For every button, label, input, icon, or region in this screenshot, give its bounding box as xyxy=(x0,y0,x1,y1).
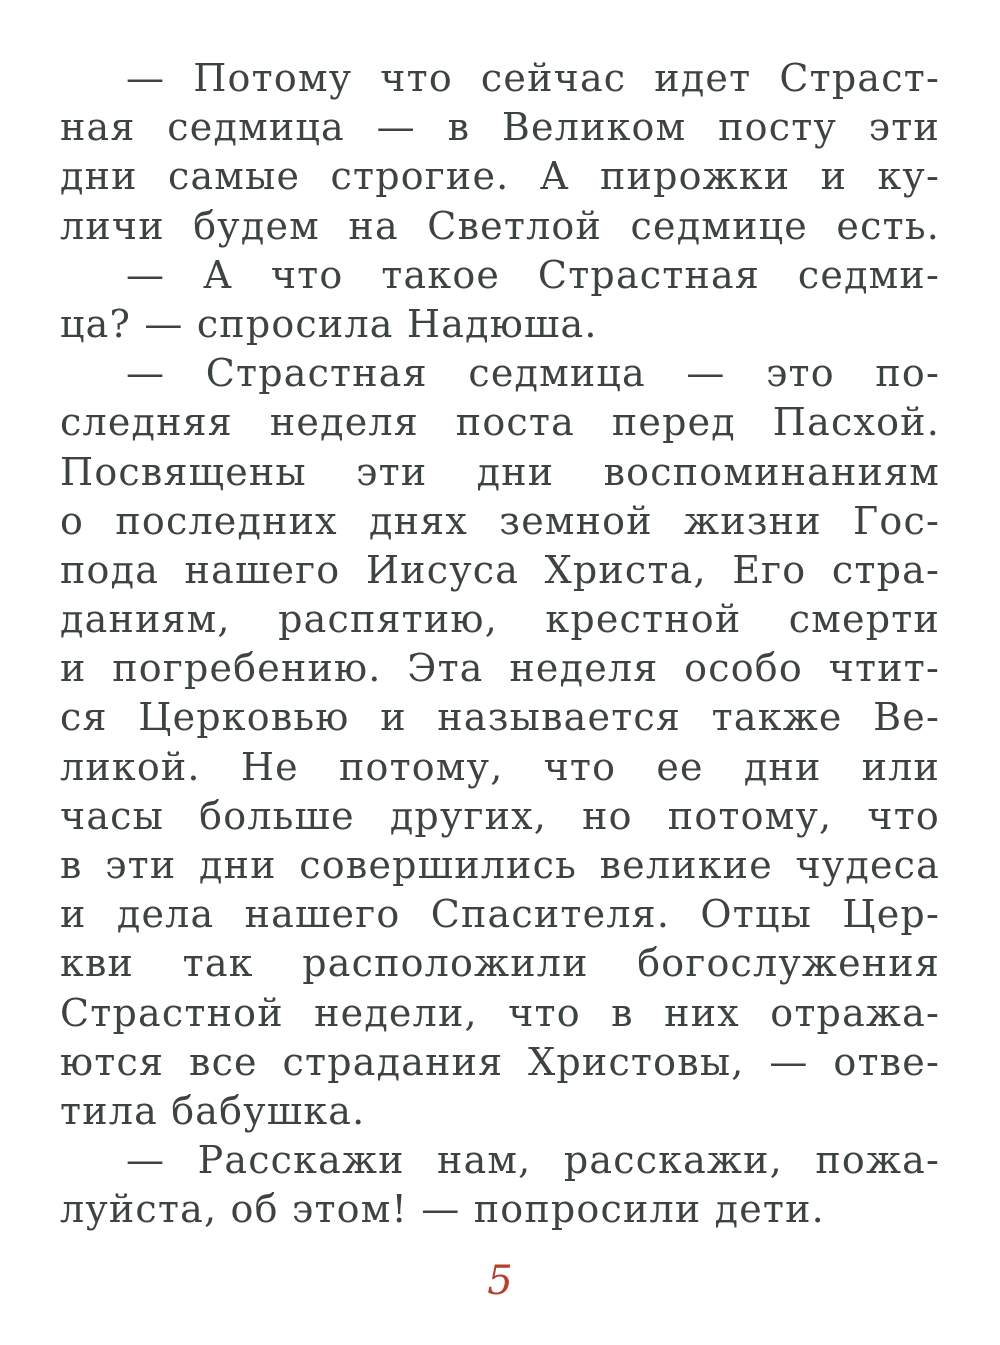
text-line: — Потому что сейчас идет Страст- xyxy=(126,56,940,100)
text-line: и дела нашего Спасителя. Отцы Цер- xyxy=(60,892,940,937)
page-text xyxy=(60,54,940,1235)
text-line: Страстной недели, что в них отража- xyxy=(60,990,940,1035)
text-line: — А что такое Страстная седми- xyxy=(126,252,940,297)
text-line: ются все страдания Христовы, — отве- xyxy=(60,1039,940,1084)
text-line: о последних днях земной жизни Гос- xyxy=(60,498,940,543)
page-number: 5 xyxy=(487,1258,513,1304)
text-line: ся Церковью и называется также Ве- xyxy=(60,695,940,740)
text-line: личи будем на Светлой седмице есть. xyxy=(60,203,940,248)
text-line: луйста, об этом! — попросили дети. xyxy=(60,1187,825,1232)
paragraph xyxy=(60,251,940,349)
text-line: Посвящены эти дни воспоминаниям xyxy=(60,449,940,494)
text-line: дни самые строгие. А пирожки и ку- xyxy=(60,154,940,199)
text-line: — Расскажи нам, расскажи, пожа- xyxy=(126,1138,940,1183)
text-line: часы больше других, но потому, что xyxy=(60,793,940,838)
text-line: ная седмица — в Великом посту эти xyxy=(60,105,940,150)
text-line: в эти дни совершились великие чудеса xyxy=(60,843,940,887)
text-line: ца? — спросила Надюша. xyxy=(60,301,598,346)
text-line: следняя неделя поста перед Пасхой. xyxy=(60,400,940,445)
paragraph xyxy=(60,1136,940,1234)
paragraph xyxy=(60,349,940,1136)
text-line: даниям, распятию, крестной смерти xyxy=(60,597,940,642)
text-line: — Страстная седмица — это по- xyxy=(126,351,940,396)
text-line: тила бабушка. xyxy=(60,1088,366,1133)
text-line: ликой. Не потому, что ее дни или xyxy=(60,744,940,789)
paragraph xyxy=(60,54,940,251)
text-line: пода нашего Иисуса Христа, Его стра- xyxy=(60,547,940,592)
text-line: и погребению. Эта неделя особо чтит- xyxy=(60,646,940,691)
text-line: кви так расположили богослужения xyxy=(60,941,940,986)
